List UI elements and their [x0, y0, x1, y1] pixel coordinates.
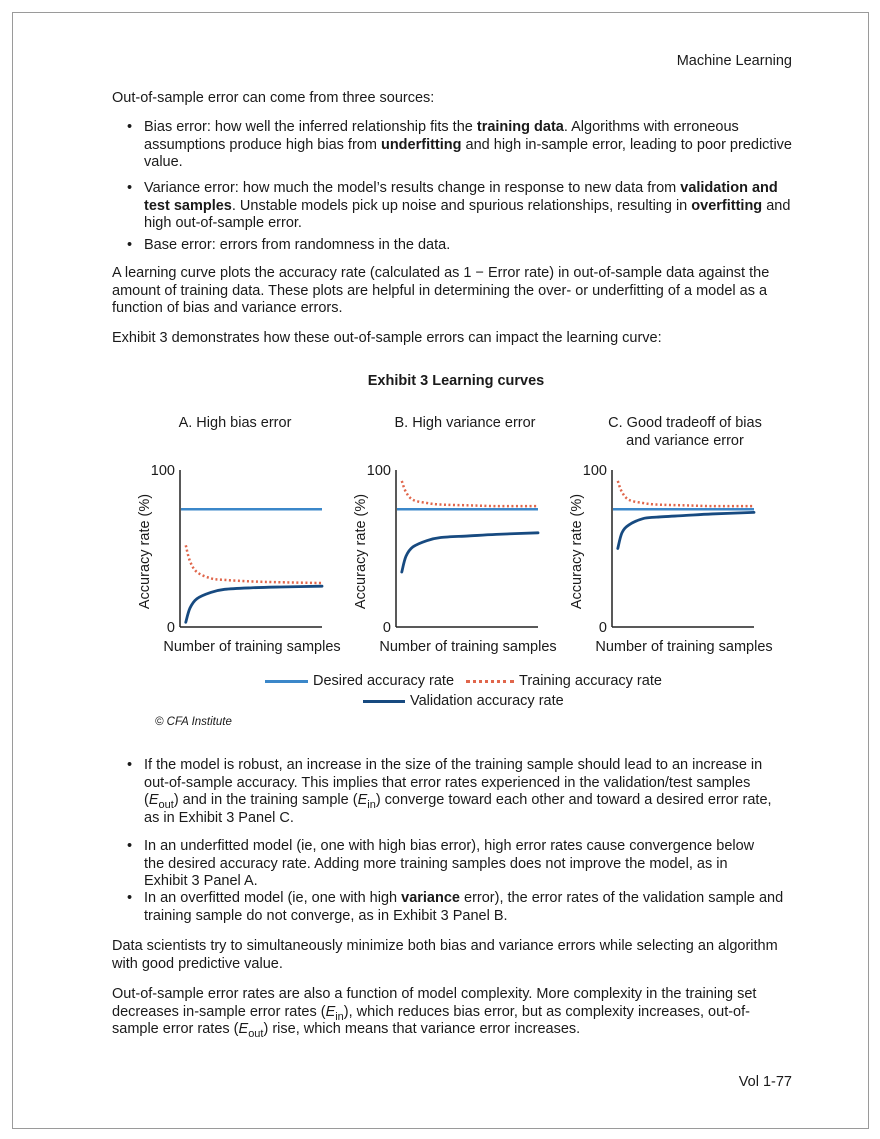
y-tick-label-0: 0 [598, 620, 607, 636]
italic-text: E [325, 1003, 336, 1020]
text-segment: Data scientists try to simultaneously minimize both bias and variance errors while selecting an algorithm with good predictive value. [112, 938, 778, 972]
subscript-text: out [158, 799, 174, 812]
model-complexity-paragraph [112, 986, 794, 1039]
italic-text: E [148, 792, 159, 809]
text-segment: error), the error rates of the validation sample and training sample do not converge, as in Exhibit 3 Panel B. [144, 890, 784, 924]
bullet-overfitted-model [127, 890, 792, 925]
y-tick-label-100: 100 [582, 463, 607, 479]
bullet-text [144, 838, 762, 891]
bullet-icon: • [127, 757, 133, 773]
panel-b-title: B. High variance error [394, 415, 536, 431]
y-axis-label: Accuracy rate (%) [353, 493, 369, 610]
chart-panel-a [130, 460, 350, 660]
y-tick-label-0: 0 [382, 620, 391, 636]
chart-panel-c [562, 460, 782, 660]
italic-text: E [357, 792, 368, 809]
copyright-notice: © CFA Institute [155, 716, 232, 728]
text-segment: ), which reduces bias error, but as complexity increases, out-of-sample error rates ( [112, 1003, 750, 1038]
page-number: Vol 1-77 [738, 1074, 792, 1090]
running-header: Machine Learning [676, 53, 792, 69]
y-tick-label-100: 100 [366, 463, 391, 479]
intro-paragraph [112, 90, 797, 108]
exhibit-intro-paragraph [112, 330, 797, 348]
bullet-underfitted-model [127, 838, 762, 891]
y-tick-label-100: 100 [150, 463, 175, 479]
text-segment: Base error: errors from randomness in the data. [144, 237, 451, 253]
chart-panel-b [346, 460, 566, 660]
x-axis-label: Number of training samples [595, 639, 773, 655]
bullet-base-error [127, 237, 792, 255]
legend-validation-label: Validation accuracy rate [410, 693, 564, 709]
text-segment: A learning curve plots the accuracy rate (calculated as 1 − Error rate) in out-of-sample data against the amount of training data. These plots are helpful in determining the over- or underfitting of a model as a function of bias and variance errors. [112, 265, 770, 317]
training-accuracy-curve [186, 545, 322, 583]
subscript-text: out [248, 1028, 264, 1041]
training-accuracy-curve [618, 481, 754, 506]
text-segment: ) and in the training sample ( [173, 792, 358, 809]
legend-validation-swatch [363, 700, 405, 703]
bullet-text [144, 890, 792, 925]
y-tick-label-0: 0 [166, 620, 175, 636]
text-segment: Variance error: how much the model’s results change in response to new data from [144, 180, 681, 196]
bullet-bias-error [127, 119, 792, 172]
text-segment: Bias error: how well the inferred relationship fits the [144, 119, 477, 135]
bold-text: training data [476, 119, 564, 135]
data-scientists-paragraph [112, 938, 797, 973]
bullet-icon: • [127, 119, 133, 135]
bullet-variance-error [127, 180, 797, 233]
text-segment: Out-of-sample error rates are also a function of model complexity. More complexity in the training set decreases in-sample error rates ( [112, 986, 757, 1020]
legend-desired-swatch [265, 680, 308, 683]
bullet-text [144, 757, 787, 827]
bullet-icon: • [127, 890, 133, 906]
exhibit-title: Exhibit 3 Learning curves [367, 373, 545, 389]
italic-text: E [238, 1021, 249, 1038]
text-segment: Exhibit 3 demonstrates how these out-of-sample errors can impact the learning curve: [112, 330, 662, 346]
validation-accuracy-curve [186, 586, 322, 622]
bullet-robust-model [127, 757, 787, 827]
text-segment: ) rise, which means that variance error increases. [263, 1021, 581, 1038]
training-accuracy-curve [402, 481, 538, 506]
text-segment: . Unstable models pick up noise and spurious relationships, resulting in [231, 197, 692, 214]
bullet-icon: • [127, 838, 133, 854]
legend-training-swatch [466, 680, 514, 683]
bold-text: overfitting [691, 197, 763, 214]
validation-accuracy-curve [402, 533, 538, 572]
bullet-icon: • [127, 180, 133, 196]
legend-training-label: Training accuracy rate [519, 673, 662, 689]
legend-desired-label: Desired accuracy rate [313, 673, 455, 689]
x-axis-label: Number of training samples [163, 639, 341, 655]
text-segment: If the model is robust, an increase in the size of the training sample should lead to an increase in out-of-sample accuracy. This implies that error rates experienced in the validation/test samples ( [144, 757, 763, 809]
text-segment: ) converge toward each other and toward a desired error rate, as in Exhibit 3 Panel C. [144, 792, 772, 826]
panel-a-title: A. High bias error [178, 415, 292, 431]
subscript-text: in [335, 1010, 344, 1023]
bullet-text [144, 237, 792, 255]
text-segment: . Algorithms with erroneous assumptions produce high bias from [144, 119, 739, 153]
panel-c-title: C. Good tradeoff of bias and variance error [608, 415, 762, 449]
bold-text: variance [401, 890, 460, 906]
y-axis-label: Accuracy rate (%) [137, 493, 153, 610]
text-segment: Out-of-sample error can come from three sources: [112, 90, 435, 106]
bullet-text [144, 180, 797, 233]
bold-text: validation and test samples [144, 180, 778, 214]
bullet-text [144, 119, 792, 172]
bullet-icon: • [127, 237, 133, 253]
learning-curve-paragraph [112, 265, 792, 318]
y-axis-label: Accuracy rate (%) [569, 493, 585, 610]
bold-text: underfitting [380, 136, 462, 153]
text-segment: In an overfitted model (ie, one with high [144, 890, 402, 906]
text-segment: and high in-sample error, leading to poor predictive value. [144, 136, 792, 171]
text-segment: and high out-of-sample error. [144, 197, 791, 232]
text-segment: In an underfitted model (ie, one with high bias error), high error rates cause convergence below the desired accuracy rate. Adding more training samples does not improve the model, as in Exhibit 3 Panel A. [144, 838, 755, 890]
x-axis-label: Number of training samples [379, 639, 557, 655]
subscript-text: in [367, 799, 376, 812]
validation-accuracy-curve [618, 512, 754, 548]
